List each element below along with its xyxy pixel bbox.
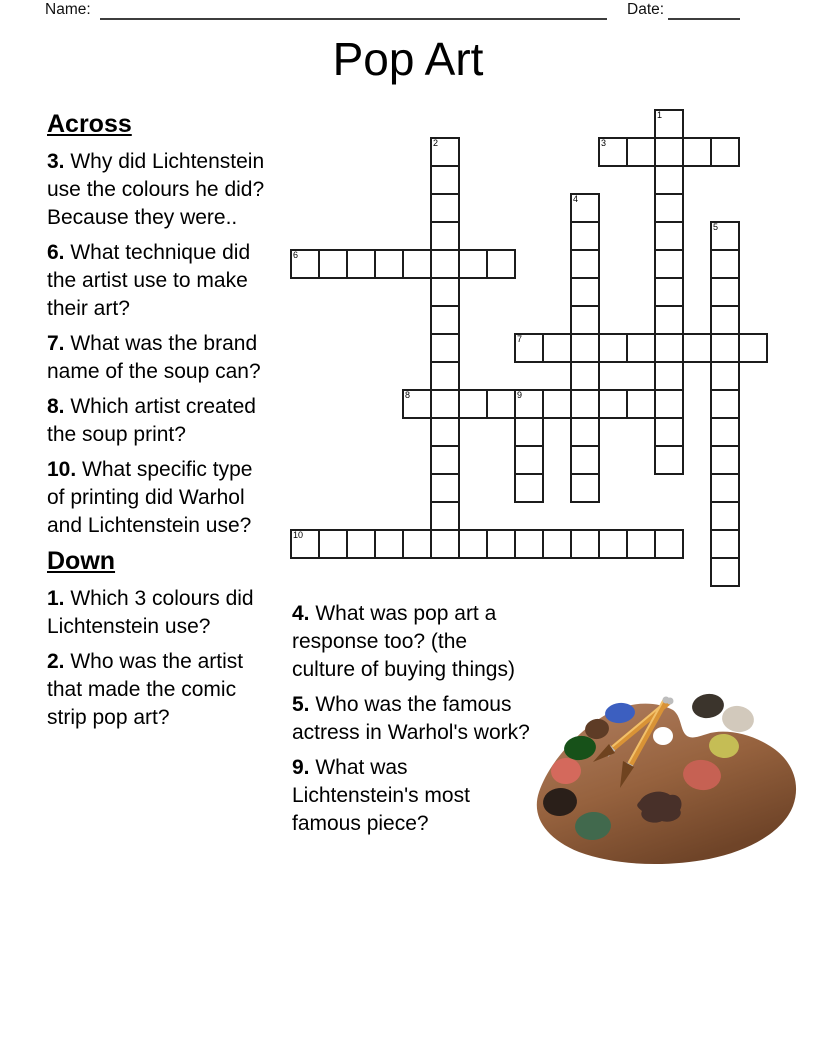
crossword-cell[interactable]: [430, 277, 460, 307]
clues-right-column: [292, 600, 530, 845]
crossword-cell[interactable]: [486, 529, 516, 559]
crossword-cell[interactable]: [710, 137, 740, 167]
clue-10: 10. What specific type of printing did Warhol and Lichtenstein use?: [47, 457, 253, 537]
clue-6: 6. What technique did the artist use to make their art?: [47, 240, 251, 320]
crossword-cell[interactable]: [570, 333, 600, 363]
clue-number: 9: [517, 390, 523, 400]
paint-blob-dark-gray: [690, 692, 725, 720]
crossword-cell[interactable]: [374, 249, 404, 279]
clue-4: 4. What was pop art a response too? (the culture of buying things): [292, 602, 515, 681]
clue-3: 3. Why did Lichtenstein use the colours he did? Because they were..: [47, 149, 265, 229]
crossword-cell[interactable]: [710, 501, 740, 531]
crossword-cell[interactable]: [430, 193, 460, 223]
down-heading: Down: [47, 546, 116, 575]
crossword-cell[interactable]: [542, 333, 572, 363]
clue-number-label: 3.: [47, 149, 71, 173]
name-label: Name:: [45, 1, 91, 18]
crossword-cell[interactable]: [430, 249, 460, 279]
clue-number: 8: [405, 390, 411, 400]
crossword-cell[interactable]: [710, 473, 740, 503]
crossword-cell[interactable]: [570, 249, 600, 279]
paint-blob-white: [720, 703, 756, 734]
crossword-cell[interactable]: [374, 529, 404, 559]
clue-number-label: 10.: [47, 457, 83, 481]
crossword-cell[interactable]: [654, 305, 684, 335]
date-input-line[interactable]: [668, 0, 740, 20]
paint-palette-illustration: [527, 670, 816, 890]
crossword-cell[interactable]: [710, 417, 740, 447]
crossword-cell[interactable]: [318, 529, 348, 559]
crossword-cell[interactable]: [570, 389, 600, 419]
clue-1: 1. Which 3 colours did Lichtenstein use?: [47, 586, 254, 638]
crossword-cell[interactable]: [514, 445, 544, 475]
crossword-cell[interactable]: [346, 529, 376, 559]
crossword-cell[interactable]: [430, 417, 460, 447]
clue-9: 9. What was Lichtenstein's most famous piece?: [292, 756, 470, 835]
clue-number: 10: [293, 530, 304, 540]
clue-number-label: 7.: [47, 331, 71, 355]
crossword-cell[interactable]: [682, 333, 712, 363]
crossword-cell[interactable]: [598, 333, 628, 363]
crossword-cell[interactable]: [486, 249, 516, 279]
crossword-cell[interactable]: [430, 305, 460, 335]
crossword-cell[interactable]: [682, 137, 712, 167]
crossword-cell[interactable]: [570, 361, 600, 391]
crossword-cell[interactable]: [626, 137, 656, 167]
crossword-cell[interactable]: [458, 529, 488, 559]
crossword-cell[interactable]: [514, 529, 544, 559]
crossword-cell[interactable]: [430, 361, 460, 391]
down-clue-list-right: [292, 600, 530, 838]
crossword-cell[interactable]: [514, 473, 544, 503]
crossword-cell[interactable]: [654, 221, 684, 251]
clue-number: 6: [293, 250, 299, 260]
crossword-cell[interactable]: [570, 221, 600, 251]
crossword-cell[interactable]: [402, 249, 432, 279]
crossword-cell[interactable]: [514, 417, 544, 447]
crossword-cell[interactable]: [710, 361, 740, 391]
crossword-cell[interactable]: [570, 277, 600, 307]
crossword-cell[interactable]: [542, 389, 572, 419]
crossword-cell[interactable]: [710, 445, 740, 475]
crossword-cell[interactable]: [654, 333, 684, 363]
page-title: Pop Art: [332, 33, 484, 85]
crossword-cell[interactable]: [710, 389, 740, 419]
crossword-cell[interactable]: [570, 473, 600, 503]
clue-number-label: 1.: [47, 586, 71, 610]
crossword-cell[interactable]: [598, 389, 628, 419]
crossword-cell[interactable]: [710, 277, 740, 307]
crossword-cell[interactable]: [318, 249, 348, 279]
crossword-cell[interactable]: [710, 333, 740, 363]
across-heading: Across: [47, 110, 132, 138]
crossword-cell[interactable]: [654, 389, 684, 419]
crossword-cell[interactable]: [570, 445, 600, 475]
crossword-cell[interactable]: [654, 445, 684, 475]
date-label: Date:: [627, 1, 665, 18]
crossword-cell[interactable]: [654, 165, 684, 195]
clue-number-label: 8.: [47, 394, 71, 418]
crossword-cell[interactable]: [654, 193, 684, 223]
clue-number: 7: [517, 334, 523, 344]
crossword-cell[interactable]: [430, 473, 460, 503]
crossword-cell[interactable]: [458, 249, 488, 279]
clue-number: 5: [713, 222, 719, 232]
crossword-cell[interactable]: [654, 529, 684, 559]
crossword-cell[interactable]: [654, 417, 684, 447]
crossword-cell[interactable]: [570, 529, 600, 559]
crossword-cell[interactable]: [430, 445, 460, 475]
clue-5: 5. Who was the famous actress in Warhol's work?: [292, 693, 530, 744]
crossword-cell[interactable]: [654, 361, 684, 391]
crossword-cell[interactable]: [430, 333, 460, 363]
thumb-hole: [653, 727, 673, 745]
crossword-cell[interactable]: [430, 221, 460, 251]
clue-number-label: 5.: [292, 693, 316, 716]
crossword-cell[interactable]: [458, 389, 488, 419]
crossword-cell[interactable]: [346, 249, 376, 279]
clue-number-label: 4.: [292, 602, 316, 625]
crossword-cell[interactable]: [626, 529, 656, 559]
crossword-cell[interactable]: [542, 529, 572, 559]
crossword-grid: [291, 110, 771, 590]
name-input-line[interactable]: [100, 0, 607, 20]
crossword-cell[interactable]: [710, 305, 740, 335]
crossword-cell[interactable]: [570, 305, 600, 335]
crossword-cell[interactable]: [430, 529, 460, 559]
clue-number-label: 2.: [47, 649, 71, 673]
crossword-cell[interactable]: [710, 249, 740, 279]
clues-left-column: [47, 110, 273, 739]
clue-number: 1: [657, 110, 663, 120]
crossword-cell[interactable]: [598, 529, 628, 559]
crossword-cell[interactable]: [710, 529, 740, 559]
paintbrush-end-cap: [663, 697, 670, 704]
crossword-cell[interactable]: [402, 529, 432, 559]
clue-number-label: 9.: [292, 756, 316, 779]
clue-number: 2: [433, 138, 439, 148]
clue-7: 7. What was the brand name of the soup can?: [47, 331, 261, 383]
crossword-cell[interactable]: [654, 277, 684, 307]
crossword-cell[interactable]: [626, 389, 656, 419]
crossword-cell[interactable]: [654, 249, 684, 279]
clue-8: 8. Which artist created the soup print?: [47, 394, 256, 446]
across-clue-list: [47, 148, 273, 540]
crossword-cell[interactable]: [430, 165, 460, 195]
crossword-cell[interactable]: [738, 333, 768, 363]
crossword-cell[interactable]: [486, 389, 516, 419]
clue-number: 3: [601, 138, 607, 148]
crossword-cell[interactable]: [430, 389, 460, 419]
clue-2: 2. Who was the artist that made the comic strip pop art?: [47, 649, 244, 729]
crossword-cell[interactable]: [430, 501, 460, 531]
crossword-cell[interactable]: [710, 557, 740, 587]
clue-number: 4: [573, 194, 579, 204]
crossword-cell[interactable]: [626, 333, 656, 363]
down-clue-list-left: [47, 585, 273, 732]
crossword-cell[interactable]: [570, 417, 600, 447]
crossword-cell[interactable]: [654, 137, 684, 167]
clue-number-label: 6.: [47, 240, 71, 264]
